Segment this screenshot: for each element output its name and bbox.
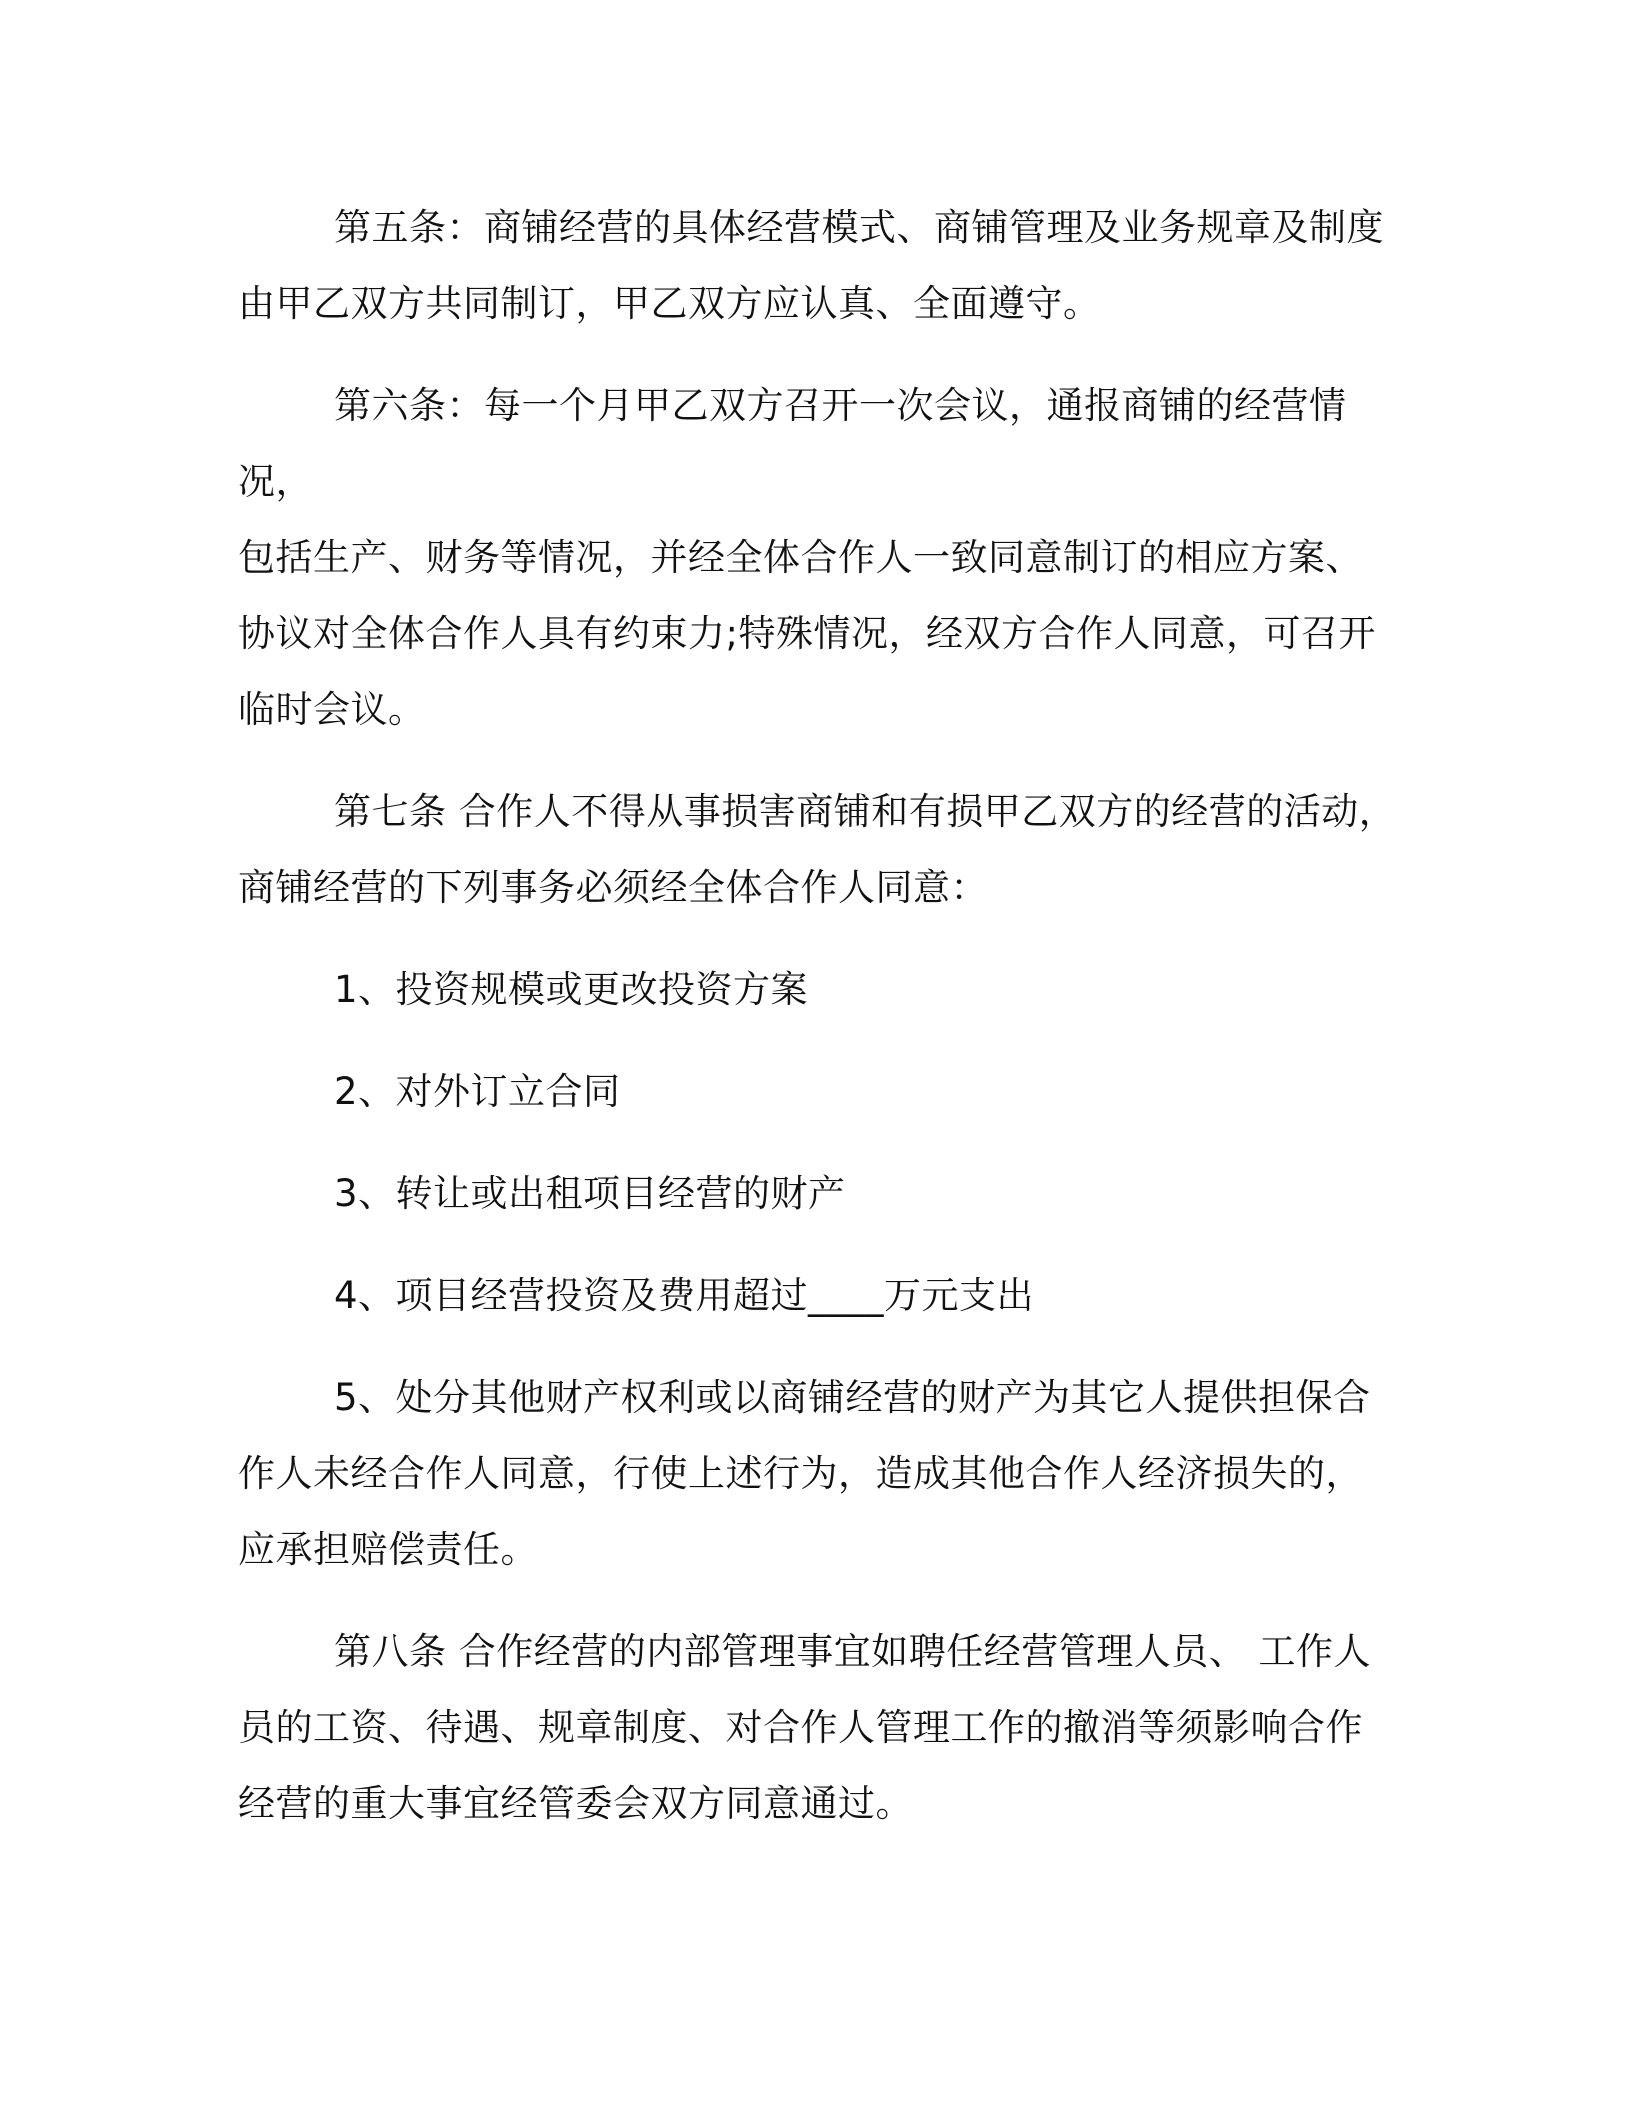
list-item-1: 1、投资规模或更改投资方案 bbox=[334, 968, 809, 1011]
article-8-line-2: 员的工资、待遇、规章制度、对合作人管理工作的撤消等须影响合作 bbox=[238, 1706, 1363, 1749]
article-5-line-2: 由甲乙双方共同制订，甲乙双方应认真、全面遵守。 bbox=[238, 282, 1101, 325]
article-6-line-4: 临时会议。 bbox=[238, 688, 426, 731]
article-7-line-1: 第七条 合作人不得从事损害商铺和有损甲乙双方的经营的活动， bbox=[334, 790, 1397, 833]
list-item-2: 2、对外订立合同 bbox=[334, 1070, 621, 1113]
item-5-line-2: 作人未经合作人同意，行使上述行为，造成其他合作人经济损失的， bbox=[238, 1452, 1363, 1495]
article-8-paragraph bbox=[238, 1614, 1408, 1842]
list-item-3: 3、转让或出租项目经营的财产 bbox=[334, 1172, 846, 1215]
article-6-line-1: 第六条：每一个月甲乙双方召开一次会议，通报商铺的经营情况， bbox=[238, 384, 1347, 503]
item-5-paragraph bbox=[238, 1360, 1408, 1588]
item-5-line-1: 5、处分其他财产权利或以商铺经营的财产为其它人提供担保合 bbox=[334, 1376, 1371, 1419]
article-7-line-2: 商铺经营的下列事务必须经全体合作人同意： bbox=[238, 866, 988, 909]
article-8-line-3: 经营的重大事宜经管委会双方同意通过。 bbox=[238, 1782, 913, 1825]
item-5-line-3: 应承担赔偿责任。 bbox=[238, 1528, 538, 1571]
article-5-line-1: 第五条：商铺经营的具体经营模式、商铺管理及业务规章及制度 bbox=[334, 206, 1384, 249]
document-body bbox=[238, 190, 1408, 1868]
article-8-line-1: 第八条 合作经营的内部管理事宜如聘任经营管理人员、 工作人 bbox=[334, 1630, 1372, 1673]
article-7-paragraph bbox=[238, 774, 1408, 926]
list-item-4: 4、项目经营投资及费用超过____万元支出 bbox=[334, 1274, 1035, 1317]
article-6-line-3: 协议对全体合作人具有约束力;特殊情况，经双方合作人同意，可召开 bbox=[238, 612, 1376, 655]
article-5-paragraph bbox=[238, 190, 1408, 342]
article-6-paragraph bbox=[238, 368, 1408, 748]
article-6-line-2: 包括生产、财务等情况，并经全体合作人一致同意制订的相应方案、 bbox=[238, 536, 1363, 579]
